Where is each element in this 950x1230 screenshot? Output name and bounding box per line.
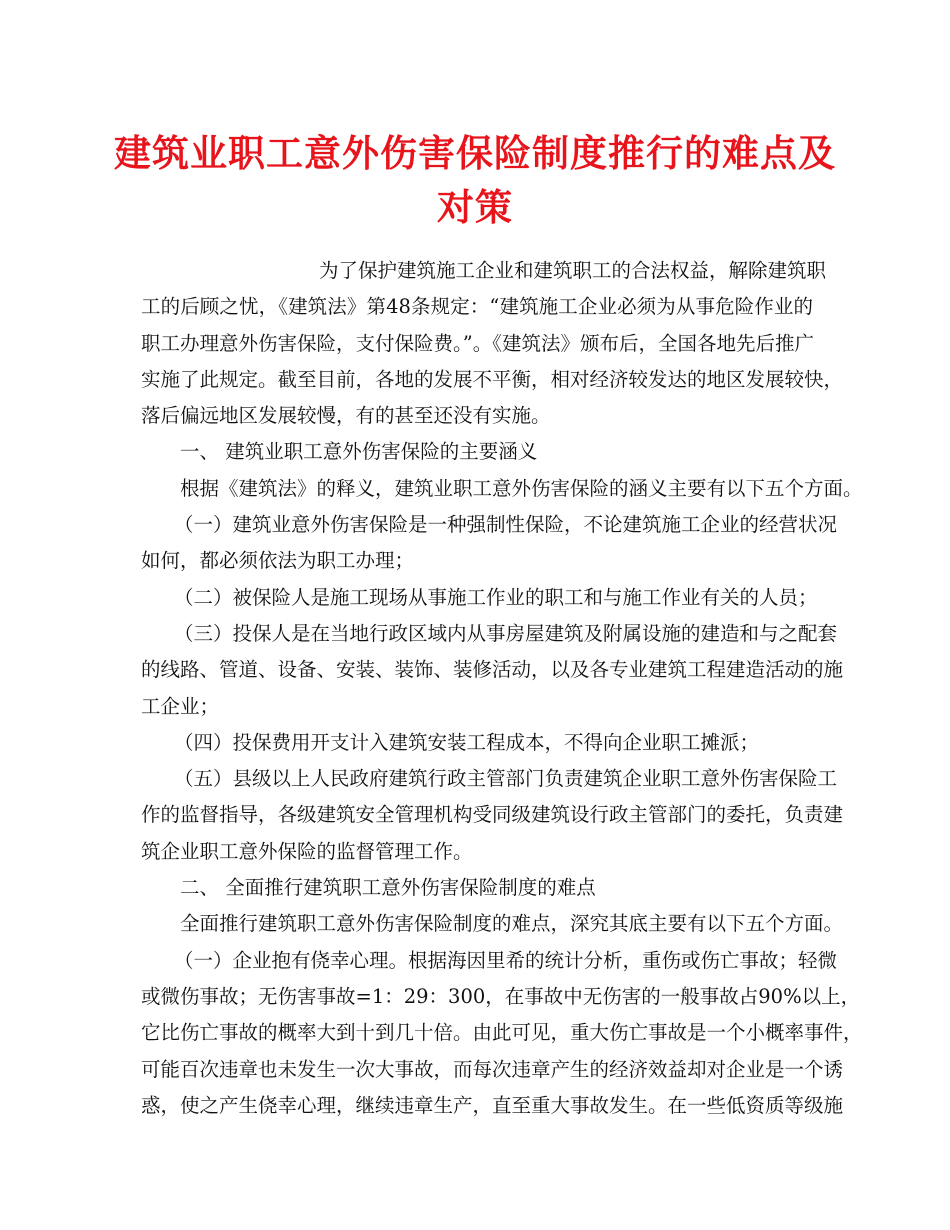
body-line: 根据《建筑法》的释义，建筑业职工意外伤害保险的涵义主要有以下五个方面。 xyxy=(180,476,863,500)
list-item-line: 的线路、管道、设备、安装、装饰、装修活动，以及各专业建筑工程建造活动的施 xyxy=(141,658,844,682)
list-item-line: （五）县级以上人民政府建筑行政主管部门负责建筑企业职工意外伤害保险工 xyxy=(174,767,838,791)
body-line: 职工办理意外伤害保险，支付保险费。”。《建筑法》颁布后，全国各地先后推广 xyxy=(141,331,814,355)
document-title xyxy=(100,126,850,234)
body-line: 落后偏远地区发展较慢，有的甚至还没有实施。 xyxy=(141,404,551,428)
list-item-line: 筑企业职工意外保险的监督管理工作。 xyxy=(141,839,473,863)
body-line: 为了保护建筑施工企业和建筑职工的合法权益，解除建筑职 xyxy=(319,259,827,282)
list-item-line: （三）投保人是在当地行政区域内从事房屋建筑及附属设施的建造和与之配套 xyxy=(174,621,838,645)
list-item-line: 作的监督指导，各级建筑安全管理机构受同级建筑设行政主管部门的委托，负责建 xyxy=(141,803,844,827)
body-line: 实施了此规定。截至目前，各地的发展不平衡，相对经济较发达的地区发展较快， xyxy=(141,367,844,391)
body-line: 工的后顾之忧，《建筑法》第48条规定：“建筑施工企业必须为从事危险作业的 xyxy=(141,295,813,319)
title-line-1: 建筑业职工意外伤害保险制度推行的难点及 xyxy=(114,131,836,175)
list-item-line: （二）被保险人是施工现场从事施工作业的职工和与施工作业有关的人员； xyxy=(174,585,818,609)
list-item-line: 如何，都必须依法为职工办理； xyxy=(141,549,415,573)
document-body xyxy=(141,253,863,1124)
list-item-line: 可能百次违章也未发生一次大事故，而每次违章产生的经济效益却对企业是一个诱 xyxy=(141,1057,844,1081)
section-heading-2: 二、 全面推行建筑职工意外伤害保险制度的难点 xyxy=(180,876,596,900)
list-item-line: 它比伤亡事故的概率大到十到几十倍。由此可见，重大伤亡事故是一个小概率事件， xyxy=(141,1021,863,1045)
body-line: 全面推行建筑职工意外伤害保险制度的难点，深究其底主要有以下五个方面。 xyxy=(180,912,844,936)
list-item-line: 惑，使之产生侥幸心理，继续违章生产，直至重大事故发生。在一些低资质等级施 xyxy=(141,1093,844,1117)
list-item-line: 工企业； xyxy=(141,694,220,718)
list-item-line: （一）建筑业意外伤害保险是一种强制性保险，不论建筑施工企业的经营状况 xyxy=(174,513,838,537)
list-item-line: （一）企业抱有侥幸心理。根据海因里希的统计分析，重伤或伤亡事故；轻微 xyxy=(174,948,838,972)
title-line-2: 对策 xyxy=(437,185,513,229)
list-item-line: （四）投保费用开支计入建筑安装工程成本，不得向企业职工摊派； xyxy=(174,730,760,754)
list-item-line: 或微伤事故；无伤害事故=1：29：300，在事故中无伤害的一般事故占90%以上， xyxy=(141,984,861,1008)
section-heading-1: 一、 建筑业职工意外伤害保险的主要涵义 xyxy=(180,440,538,464)
